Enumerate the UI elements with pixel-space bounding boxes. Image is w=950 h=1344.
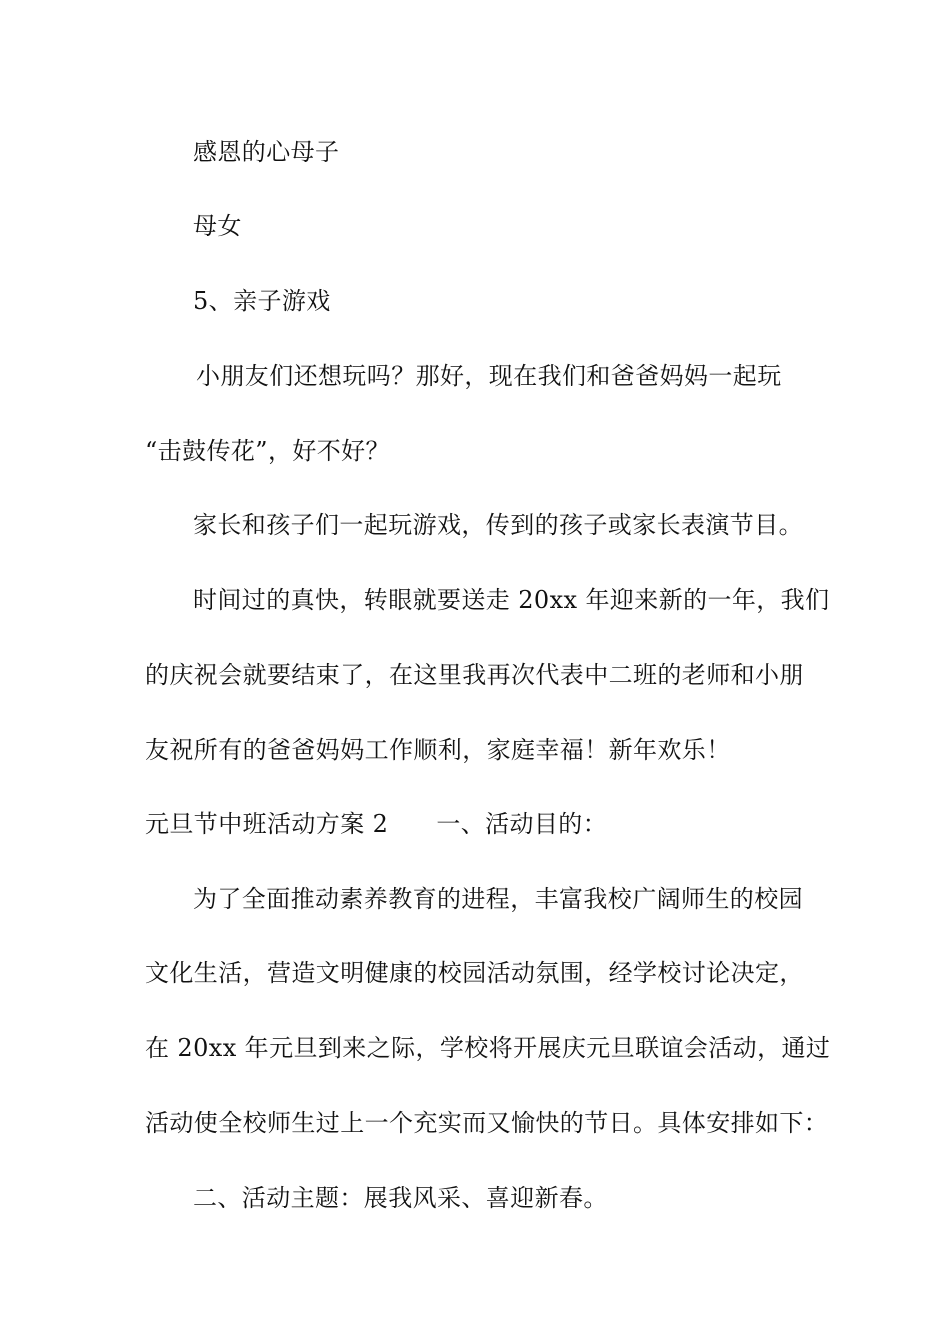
plan-title: 元旦节中班活动方案 2 — [145, 810, 389, 838]
section-heading-theme: 二、活动主题：展我风采、喜迎新春。 — [193, 1184, 608, 1212]
paragraph-line: 在 20xx 年元旦到来之际，学校将开展庆元旦联谊会活动，通过 — [145, 1034, 831, 1062]
text-line-1: 感恩的心母子 — [193, 138, 340, 166]
paragraph-line: 小朋友们还想玩吗？那好，现在我们和爸爸妈妈一起玩 — [196, 362, 782, 390]
text-line-2: 母女 — [193, 212, 242, 240]
list-heading-parent-child-game: 5、亲子游戏 — [193, 287, 331, 315]
paragraph-line: 文化生活，营造文明健康的校园活动氛围，经学校讨论决定， — [145, 959, 804, 987]
paragraph-line: 友祝所有的爸爸妈妈工作顺利，家庭幸福！新年欢乐！ — [145, 736, 731, 764]
section-title-line — [145, 809, 607, 839]
paragraph-line: “击鼓传花”，好不好？ — [145, 437, 390, 465]
paragraph-line: 的庆祝会就要结束了，在这里我再次代表中二班的老师和小朋 — [145, 661, 804, 689]
paragraph-line: 活动使全校师生过上一个充实而又愉快的节日。具体安排如下： — [145, 1109, 829, 1137]
paragraph-line: 时间过的真快，转眼就要送走 20xx 年迎来新的一年，我们 — [193, 586, 830, 614]
paragraph-line: 家长和孩子们一起玩游戏，传到的孩子或家长表演节目。 — [193, 511, 803, 539]
paragraph-line: 为了全面推动素养教育的进程，丰富我校广阔师生的校园 — [193, 885, 803, 913]
section-heading-purpose: 一、活动目的： — [436, 810, 608, 838]
